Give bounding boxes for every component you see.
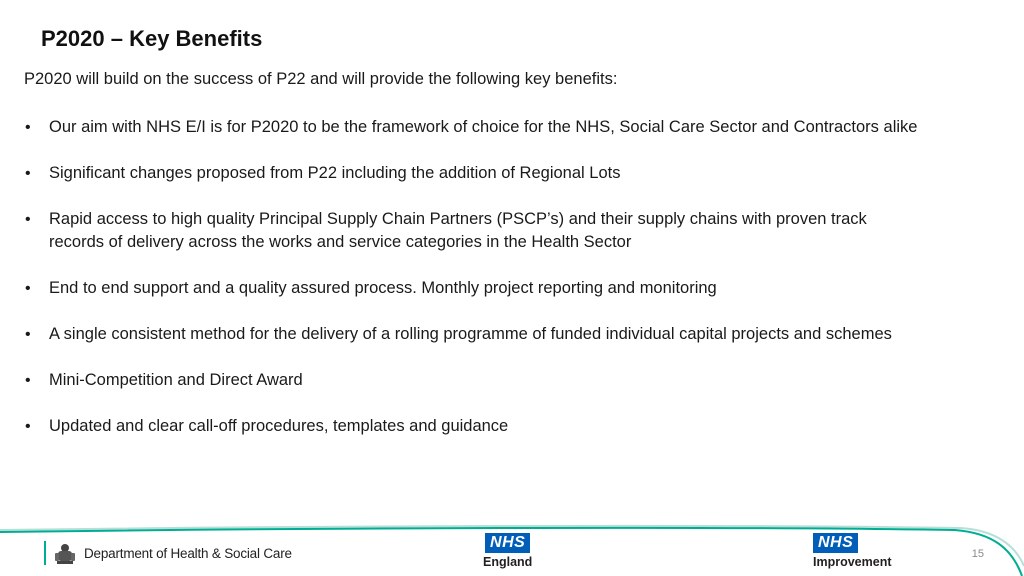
bullet-text: Updated and clear call-off procedures, templates and guidance xyxy=(49,417,509,435)
list-item xyxy=(24,323,924,346)
bullet-icon: • xyxy=(25,280,31,297)
bullet-icon: • xyxy=(25,119,31,136)
bullet-icon: • xyxy=(25,211,31,228)
bullet-icon: • xyxy=(25,326,31,343)
bullet-icon: • xyxy=(25,165,31,182)
nhs-england-label: England xyxy=(483,555,533,569)
list-item xyxy=(24,415,924,438)
dhsc-label: Department of Health & Social Care xyxy=(84,545,292,561)
intro-text: P2020 will build on the success of P22 and will provide the following key benefits: xyxy=(24,70,618,88)
bullet-text: A single consistent method for the delivery of a rolling programme of funded individual capital projects and schemes xyxy=(49,325,892,343)
bullet-icon: • xyxy=(25,372,31,389)
list-item xyxy=(24,208,924,254)
nhs-logo-mark: NHS xyxy=(813,533,858,553)
list-item xyxy=(24,162,924,185)
list-item xyxy=(24,116,924,139)
bullet-icon: • xyxy=(25,418,31,435)
bullet-text: End to end support and a quality assured process. Monthly project reporting and monitoring xyxy=(49,279,717,297)
bullet-text: Rapid access to high quality Principal Supply Chain Partners (PSCP’s) and their supply chains with proven track records of delivery across the works and service categories in the Health Sector xyxy=(49,210,867,251)
nhs-improvement-logo xyxy=(813,533,892,569)
bullet-text: Significant changes proposed from P22 including the addition of Regional Lots xyxy=(49,164,621,182)
nhs-improvement-label: Improvement xyxy=(813,555,892,569)
list-item xyxy=(24,369,924,392)
bullet-text: Our aim with NHS E/I is for P2020 to be the framework of choice for the NHS, Social Care Sector and Contractors alike xyxy=(49,118,918,136)
benefits-list xyxy=(24,116,924,461)
nhs-england-logo xyxy=(483,533,532,569)
page-number: 15 xyxy=(971,548,984,560)
dhsc-logo xyxy=(44,539,292,567)
bullet-text: Mini-Competition and Direct Award xyxy=(49,371,303,389)
nhs-logo-mark: NHS xyxy=(485,533,530,553)
dhsc-bar xyxy=(44,541,46,565)
list-item xyxy=(24,277,924,300)
royal-crest-icon xyxy=(52,540,78,566)
slide-title: P2020 – Key Benefits xyxy=(41,26,263,51)
